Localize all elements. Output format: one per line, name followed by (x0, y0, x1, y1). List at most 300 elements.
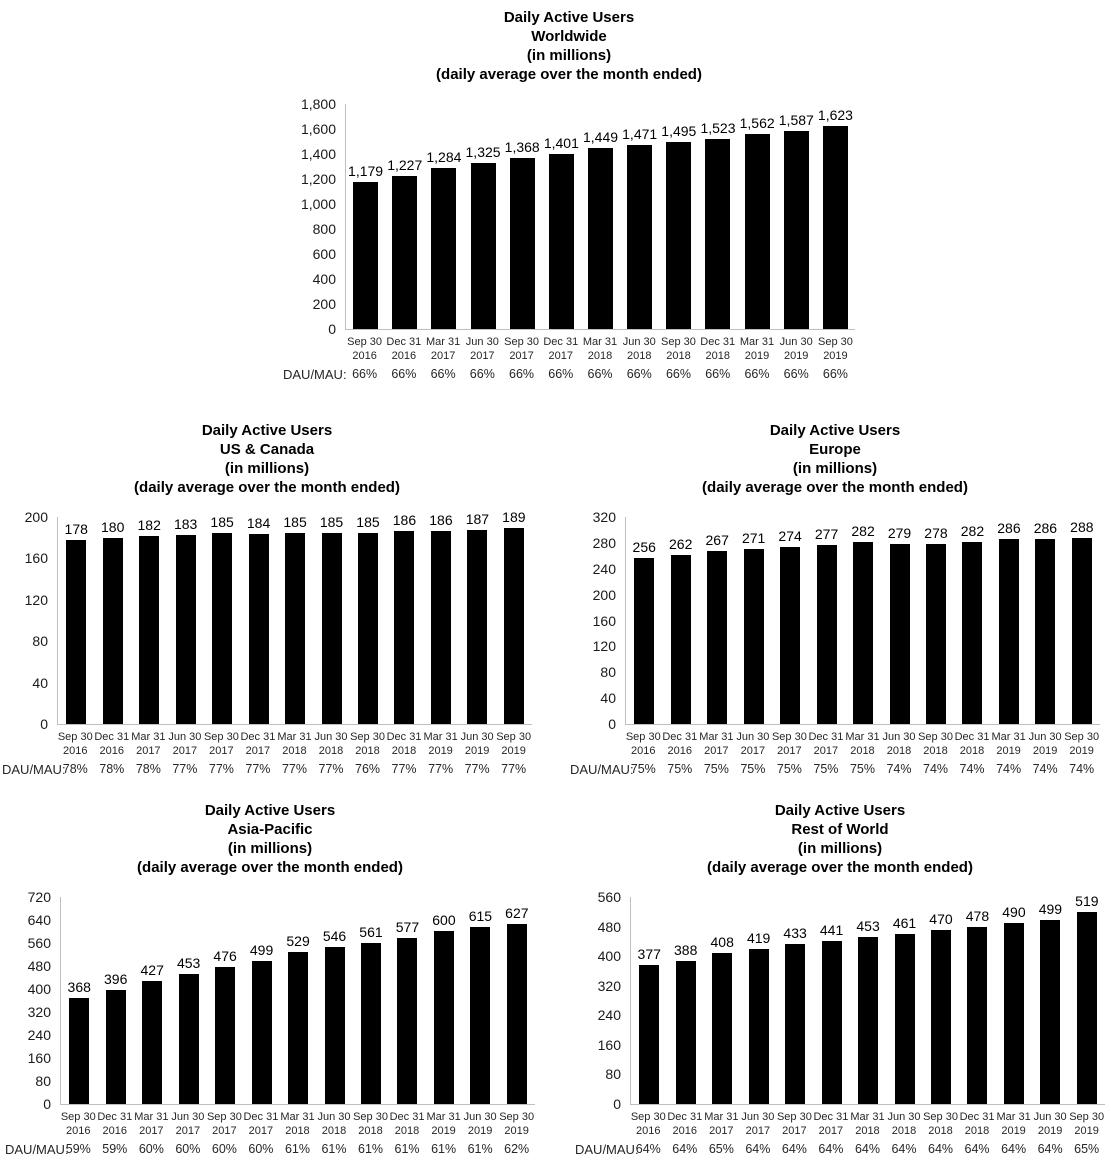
bar (931, 930, 951, 1104)
x-axis-label (422, 730, 459, 758)
y-axis-tick-label: 120 (24, 591, 48, 608)
dau-mau-value: 66% (626, 367, 652, 381)
x-axis-label (389, 1110, 426, 1138)
bar-value-label: 186 (429, 512, 453, 528)
y-axis-tick-label: 200 (312, 296, 336, 312)
x-axis-label-date: Sep 30 (60, 1111, 96, 1123)
bar (676, 961, 696, 1104)
bar-column (996, 897, 1032, 1104)
x-axis-label-date: Jun 30 (460, 731, 494, 743)
bar-value-label: 286 (997, 520, 1021, 536)
bar-value-label: 499 (1038, 901, 1063, 917)
bar-value-label: 615 (468, 908, 493, 924)
x-axis-label (667, 1110, 704, 1138)
bar (353, 182, 378, 329)
dau-mau-value: 78% (135, 762, 161, 776)
x-axis-label-year: 2017 (209, 745, 234, 757)
bar-column (845, 517, 881, 724)
dau-mau-value: 59% (102, 1142, 128, 1156)
chart-title-line: Daily Active Users (204, 802, 336, 819)
bar-value-label: 529 (286, 933, 310, 949)
bar-value-label: 600 (432, 912, 456, 928)
bar-column (58, 517, 94, 724)
x-axis-label-year: 2018 (394, 1125, 420, 1137)
dau-mau-value: 66% (352, 367, 378, 381)
y-axis-tick-label: 160 (592, 612, 616, 629)
x-axis-label-date: Dec 31 (97, 1111, 133, 1123)
dau-mau-value: 78% (99, 762, 125, 776)
x-axis-label (279, 1110, 316, 1138)
dau-mau-value: 61% (394, 1142, 420, 1156)
dau-mau-value: 64% (672, 1142, 698, 1156)
x-axis-label (808, 730, 845, 758)
x-axis-label-year: 2019 (464, 745, 490, 757)
bar (358, 533, 378, 724)
x-axis-label-date: Dec 31 (667, 1111, 703, 1123)
x-axis-label-date: Dec 31 (240, 731, 276, 743)
x-axis (57, 730, 532, 758)
x-axis-label-date: Sep 30 (1064, 731, 1100, 743)
bar-column (243, 897, 279, 1104)
bar (744, 549, 764, 724)
x-axis-label-year: 2018 (358, 1125, 383, 1137)
x-axis-label-year: 2018 (959, 745, 985, 757)
bar (858, 937, 878, 1104)
chart-europe (570, 421, 1100, 776)
bar (962, 542, 982, 724)
x-axis-label (243, 1110, 280, 1138)
bar-value-label: 279 (887, 525, 912, 541)
x-axis-label-year: 2016 (391, 350, 417, 362)
bar-column (777, 897, 813, 1104)
x-axis-label-date: Dec 31 (386, 731, 422, 743)
x-axis-label-year: 2018 (850, 745, 875, 757)
dau-mau-row (575, 1142, 1105, 1157)
y-axis-tick-label: 240 (27, 1026, 51, 1043)
bar-value-label: 277 (814, 526, 839, 542)
x-axis-label (352, 1110, 389, 1138)
dau-mau-value: 60% (138, 1142, 164, 1156)
x-axis-label (698, 730, 735, 758)
dau-mau-value: 75% (667, 762, 693, 776)
x-axis-label-year: 2019 (1001, 1125, 1026, 1137)
x-axis-label-date: Mar 31 (991, 731, 1026, 743)
bar-value-label: 478 (965, 908, 990, 924)
x-axis-label-year: 2017 (704, 745, 729, 757)
bar-column (740, 897, 776, 1104)
chart-title (283, 8, 855, 84)
x-axis-label (349, 730, 386, 758)
dau-mau-value: 74% (923, 762, 949, 776)
dau-mau-value: 77% (172, 762, 198, 776)
bar (106, 990, 126, 1104)
x-axis-label-date: Sep 30 (203, 731, 239, 743)
chart-body (575, 889, 1105, 1112)
x-axis-label-date: Mar 31 (134, 1111, 169, 1123)
x-axis-label-year: 2016 (672, 1125, 698, 1137)
x-axis-label (630, 1110, 667, 1138)
dau-mau-value: 66% (587, 367, 613, 381)
x-axis-label-year: 2019 (1069, 745, 1094, 757)
bar-value-label: 256 (632, 539, 656, 555)
bar (853, 542, 873, 724)
bar-value-label: 377 (637, 946, 661, 962)
chart-title-line: Daily Active Users (503, 9, 635, 26)
y-axis (283, 96, 345, 337)
x-axis (345, 335, 855, 363)
y-axis-tick-label: 0 (328, 321, 336, 337)
bar-column (207, 897, 243, 1104)
dau-mau-value: 77% (501, 762, 527, 776)
x-axis-label-year: 2018 (886, 745, 912, 757)
bar (1004, 923, 1024, 1104)
dau-mau-value: 64% (781, 1142, 807, 1156)
y-axis-tick-label: 0 (40, 716, 48, 732)
x-axis-label (1032, 1110, 1069, 1138)
x-axis-label-date: Dec 31 (389, 1111, 425, 1123)
x-axis-label (206, 1110, 243, 1138)
bar (212, 533, 232, 724)
dau-mau-value: 77% (464, 762, 490, 776)
x-axis-label-year: 2019 (996, 745, 1021, 757)
y-axis-tick-label: 80 (35, 1073, 51, 1089)
bar-value-label: 546 (322, 928, 347, 944)
bar-value-label: 180 (101, 519, 125, 535)
bar (392, 176, 417, 329)
bar (999, 539, 1019, 724)
bar (634, 558, 654, 724)
dau-mau-value: 66% (783, 367, 809, 381)
bar-column (631, 897, 667, 1104)
y-axis (570, 509, 625, 732)
x-axis-label-year: 2018 (321, 1125, 347, 1137)
x-axis-label-date: Jun 30 (779, 336, 813, 348)
x-axis-label (313, 730, 350, 758)
bar-value-label: 1,623 (817, 107, 853, 123)
x-axis-label (170, 1110, 207, 1138)
dau-mau-prefix: DAU/MAU: (5, 1142, 69, 1157)
y-axis-tick-label: 1,200 (300, 170, 336, 187)
dau-mau-value: 64% (1001, 1142, 1027, 1156)
row-worldwide (0, 0, 1111, 381)
x-axis-label-year: 2018 (964, 1125, 990, 1137)
x-axis-label-year: 2016 (102, 1125, 128, 1137)
x-axis-label-date: Sep 30 (771, 731, 807, 743)
x-axis-label (959, 1110, 996, 1138)
dau-mau-value: 75% (703, 762, 729, 776)
x-axis-label-date: Sep 30 (353, 1111, 388, 1123)
bar (504, 528, 524, 724)
chart-title-line: Daily Active Users (769, 422, 901, 439)
x-axis-label-year: 2017 (136, 745, 161, 757)
dau-mau-value: 77% (245, 762, 271, 776)
x-axis-label-date: Sep 30 (504, 336, 539, 348)
x-axis-label-date: Jun 30 (168, 731, 202, 743)
x-axis-label-year: 2017 (548, 350, 574, 362)
bar-value-label: 490 (1002, 904, 1026, 920)
y-axis-tick-label: 800 (312, 221, 336, 237)
y-axis-tick-label: 480 (597, 918, 621, 935)
bar-column (316, 897, 352, 1104)
x-axis-label (386, 730, 423, 758)
y-axis-tick-label: 280 (592, 534, 616, 551)
dau-mau-value: 65% (708, 1142, 734, 1156)
bar-value-label: 185 (283, 514, 307, 530)
bar (288, 952, 308, 1104)
x-axis-label-year: 2018 (627, 350, 652, 362)
bar-column (659, 104, 698, 329)
dau-mau-value: 62% (504, 1142, 530, 1156)
x-axis-label-year: 2019 (1074, 1125, 1099, 1137)
x-axis-label-year: 2018 (923, 745, 948, 757)
bar-value-label: 1,495 (661, 123, 697, 139)
bar-value-label: 441 (819, 922, 844, 938)
bar-value-label: 519 (1075, 893, 1099, 909)
x-axis-label (345, 335, 384, 363)
x-axis-label-date: Dec 31 (94, 731, 130, 743)
x-axis-label-date: Sep 30 (1069, 1111, 1105, 1123)
bar (745, 134, 770, 329)
y-axis-tick-label: 120 (592, 638, 616, 655)
bar-value-label: 577 (395, 919, 420, 935)
bar (103, 538, 123, 724)
bar-value-label: 1,471 (622, 126, 658, 142)
chart-title-line: (daily average over the month ended) (137, 859, 403, 876)
x-axis-label-year: 2016 (631, 745, 656, 757)
x-axis-label (459, 730, 496, 758)
y-axis-tick-label: 240 (597, 1007, 621, 1024)
bar-column (277, 514, 313, 724)
x-axis-label-date: Sep 30 (918, 731, 953, 743)
x-axis-label-year: 2016 (636, 1125, 661, 1137)
x-axis-label (662, 730, 699, 758)
y-axis-tick-label: 240 (592, 560, 616, 577)
x-axis-label (423, 335, 462, 363)
x-axis-label (463, 335, 502, 363)
x-axis-label-year: 2017 (813, 745, 839, 757)
bar (66, 540, 86, 724)
x-axis-label-date: Mar 31 (850, 1111, 885, 1123)
dau-mau-value: 66% (744, 367, 770, 381)
x-axis-label (816, 335, 855, 363)
bar (397, 938, 417, 1104)
dau-mau-value: 75% (813, 762, 839, 776)
x-axis-label (625, 730, 662, 758)
dau-mau-row (570, 762, 1100, 777)
bar (510, 158, 535, 329)
bar-column (496, 509, 532, 724)
dau-mau-value: 66% (391, 367, 417, 381)
x-axis-label-date: Jun 30 (882, 731, 916, 743)
y-axis-tick-label: 80 (32, 633, 48, 650)
y-axis-tick-label: 560 (597, 889, 621, 905)
chart-title-line: Daily Active Users (774, 802, 906, 819)
x-axis-label-date: Mar 31 (277, 731, 312, 743)
dau-mau-value: 66% (705, 367, 731, 381)
chart-title-line: Worldwide (531, 28, 607, 45)
dau-mau-prefix: DAU/MAU: (575, 1142, 639, 1157)
y-axis-tick-label: 80 (605, 1066, 621, 1083)
x-axis-label-date: Jun 30 (741, 1111, 775, 1123)
chart-title-line: (daily average over the month ended) (436, 66, 702, 83)
dau-mau-value: 66% (822, 367, 848, 381)
x-axis-label (922, 1110, 959, 1138)
x-axis-label-date: Mar 31 (704, 1111, 739, 1123)
bar (215, 967, 235, 1104)
bar-column (131, 517, 167, 724)
chart-title (5, 801, 535, 877)
x-axis-label (777, 335, 816, 363)
x-axis-label-date: Jun 30 (463, 1111, 497, 1123)
bar (890, 544, 910, 724)
x-axis-label-date: Mar 31 (280, 1111, 315, 1123)
bar-column (97, 897, 133, 1104)
bar (471, 163, 496, 329)
x-axis-label-year: 2017 (777, 745, 802, 757)
bar-value-label: 1,179 (348, 163, 384, 179)
y-axis-tick-label: 480 (27, 957, 51, 974)
chart-body (2, 509, 532, 732)
x-axis-label-date: Dec 31 (813, 1111, 849, 1123)
chart-rest-of-world (575, 801, 1105, 1156)
chart-title (575, 801, 1105, 877)
x-axis-label (462, 1110, 499, 1138)
y-axis-tick-label: 200 (592, 586, 616, 603)
x-axis-label-year: 2016 (63, 745, 88, 757)
plot-area (625, 517, 1100, 725)
x-axis-label (849, 1110, 886, 1138)
dau-mau-value: 64% (928, 1142, 954, 1156)
bar (69, 998, 89, 1104)
x-axis-label-year: 2018 (318, 745, 344, 757)
x-axis-label-date: Mar 31 (131, 731, 166, 743)
x-axis-label-date: Dec 31 (700, 336, 736, 348)
x-axis-label-year: 2017 (172, 745, 198, 757)
dau-mau-value: 75% (630, 762, 656, 776)
bar-value-label: 627 (505, 905, 529, 921)
cell-us-canada (0, 421, 555, 776)
dau-mau-value: 61% (467, 1142, 493, 1156)
bar-column (167, 517, 203, 724)
bar-value-label: 396 (104, 971, 128, 987)
y-axis-tick-label: 400 (312, 271, 336, 287)
bar-column (816, 104, 855, 329)
bar-column (61, 897, 97, 1104)
bar-column (991, 517, 1027, 724)
bar (967, 927, 987, 1104)
chart-title-line: Asia-Pacific (227, 821, 313, 838)
bar-value-label: 1,587 (778, 112, 814, 128)
x-axis-label-date: Dec 31 (386, 336, 422, 348)
bar-column (886, 897, 922, 1104)
x-axis-label-year: 2018 (391, 745, 417, 757)
x-axis-label (276, 730, 313, 758)
x-axis-label-date: Sep 30 (496, 731, 532, 743)
x-axis-label-year: 2019 (744, 350, 770, 362)
bar (627, 145, 652, 329)
bar-column (170, 897, 206, 1104)
bar (470, 927, 490, 1104)
dau-mau-value: 75% (849, 762, 875, 776)
x-axis-label-date: Jun 30 (171, 1111, 205, 1123)
bar (431, 531, 451, 724)
x-axis-label-date: Mar 31 (582, 336, 618, 348)
bar-value-label: 185 (356, 514, 380, 530)
chart-title (570, 421, 1100, 497)
bar-column (881, 517, 917, 724)
dau-mau-value: 77% (281, 762, 307, 776)
bar (588, 148, 613, 329)
bar-column (735, 517, 771, 724)
chart-asia-pacific (5, 801, 535, 1156)
x-axis-label-year: 2017 (430, 350, 456, 362)
x-axis-label-year: 2017 (782, 1125, 807, 1137)
dau-mau-value: 75% (776, 762, 802, 776)
x-axis-label-year: 2018 (666, 350, 691, 362)
y-axis-tick-label: 320 (597, 977, 621, 994)
dau-mau-row (283, 367, 855, 382)
bar (785, 944, 805, 1104)
x-axis-label (917, 730, 954, 758)
bar-value-label: 453 (176, 955, 201, 971)
bar-column (850, 897, 886, 1104)
x-axis-label (813, 1110, 850, 1138)
bar (895, 934, 915, 1104)
bar (671, 555, 691, 724)
x-axis-label-date: Sep 30 (350, 731, 385, 743)
x-axis-label-date: Mar 31 (425, 336, 461, 348)
x-axis-label-date: Jun 30 (736, 731, 770, 743)
bar-value-label: 419 (746, 930, 771, 946)
dau-mau-value: 64% (745, 1142, 771, 1156)
cell-asia-pacific (0, 801, 555, 1156)
x-axis-label-date: Sep 30 (923, 1111, 958, 1123)
x-axis-label-date: Dec 31 (243, 1111, 279, 1123)
x-axis-label-date: Sep 30 (817, 336, 853, 348)
bar-value-label: 282 (960, 523, 985, 539)
x-axis-label-year: 2018 (891, 1125, 917, 1137)
chart-title-line: (in millions) (797, 840, 883, 857)
y-axis-tick-label: 0 (608, 716, 616, 732)
bar-column (462, 897, 498, 1104)
y-axis (2, 509, 57, 732)
bar-value-label: 182 (137, 517, 161, 533)
chart-title-line: US & Canada (219, 441, 315, 458)
bar-value-label: 267 (705, 532, 729, 548)
x-axis-label-date: Mar 31 (996, 1111, 1031, 1123)
bar-column (389, 897, 425, 1104)
bar-column (1064, 517, 1100, 724)
bar (322, 533, 342, 724)
bar (139, 536, 159, 724)
plot-area (630, 893, 1105, 1105)
x-axis-label-date: Jun 30 (465, 336, 499, 348)
bar-column (134, 897, 170, 1104)
x-axis-label (776, 1110, 813, 1138)
x-axis-label-date: Jun 30 (317, 1111, 351, 1123)
bar (780, 547, 800, 724)
bar-value-label: 274 (778, 528, 802, 544)
bar-column (313, 514, 349, 724)
bar-column (699, 517, 735, 724)
bar (179, 974, 199, 1104)
bar-value-label: 183 (173, 516, 198, 532)
bar (285, 533, 305, 724)
dau-mau-value: 66% (469, 367, 495, 381)
bar-column (353, 897, 389, 1104)
x-axis (60, 1110, 535, 1138)
bar-value-label: 1,562 (739, 115, 775, 131)
